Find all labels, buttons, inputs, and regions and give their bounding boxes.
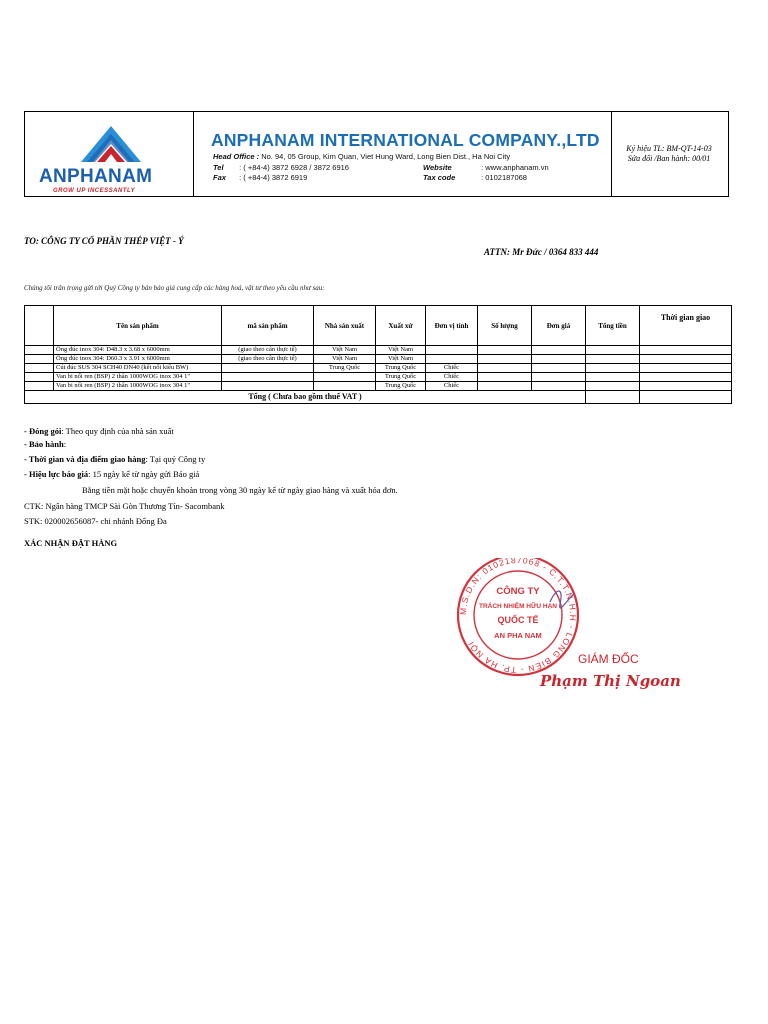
fax-label: Fax: [213, 173, 226, 182]
total-label: Tổng ( Chưa bao gồm thuế VAT ): [25, 391, 586, 404]
website-value: : www.anphanam.vn: [481, 163, 549, 172]
warranty-term: [24, 439, 66, 449]
table-cell: [586, 373, 640, 382]
column-header: Đơn vị tính: [426, 306, 478, 346]
tax-line: [423, 173, 527, 182]
table-cell: [25, 382, 54, 391]
table-cell: Ống đúc inox 304: D60.3 x 3.91 x 6000mm: [54, 355, 222, 364]
fax-value: : ( +84-4) 3872 6919: [239, 173, 308, 182]
logo-mark-icon: [75, 122, 147, 166]
total-amount: [586, 391, 640, 404]
tax-value: : 0102187068: [481, 173, 527, 182]
table-cell: [25, 373, 54, 382]
tel-value: : ( +84-4) 3872 6928 / 3872 6916: [239, 163, 349, 172]
stamp-line-1: CÔNG TY: [496, 586, 540, 597]
head-office-value: No. 94, 05 Group, Kim Quan, Viet Hung Ward, Long Bien Dist., Ha Noi City: [261, 152, 511, 161]
column-header: Tên sản phẩm: [54, 306, 222, 346]
table-cell: [640, 364, 732, 373]
intro-text: Chúng tôi trân trọng gửi tới Quý Công ty bản báo giá cung cấp các hàng hoá, vật tư theo yêu cầu như sau:: [24, 284, 325, 292]
stamp-line-3: QUỐC TẾ: [497, 615, 539, 625]
term-value: : 15 ngày kể từ ngày gửi Báo giá: [88, 469, 200, 479]
table-total-row: [25, 391, 732, 404]
table-cell: Trung Quốc: [376, 382, 426, 391]
table-header-row: [25, 306, 732, 346]
table-cell: [532, 346, 586, 355]
column-header: Tổng tiền: [586, 306, 640, 346]
column-header: mã sản phẩm: [222, 306, 314, 346]
table-cell: [478, 355, 532, 364]
table-cell: [25, 346, 54, 355]
table-cell: [478, 346, 532, 355]
table-cell: [426, 355, 478, 364]
brand-name: ANPHANAM: [39, 166, 153, 187]
table-cell: Trung Quốc: [314, 364, 376, 373]
company-logo: [35, 120, 187, 192]
account-number: STK: 020002656087- chi nhánh Đống Đa: [24, 516, 167, 526]
table-row: [25, 355, 732, 364]
table-row: [25, 346, 732, 355]
table-cell: [532, 364, 586, 373]
column-header: Thời gian giao: [640, 306, 732, 346]
table-row: [25, 373, 732, 382]
website-label: Website: [423, 163, 452, 172]
column-header: Nhà sản xuất: [314, 306, 376, 346]
term-value: : Theo quy định của nhà sản xuất: [61, 426, 174, 436]
table-row: [25, 364, 732, 373]
table-cell: [222, 382, 314, 391]
column-header: Xuất xứ: [376, 306, 426, 346]
table-cell: (giao theo cân thực tế): [222, 355, 314, 364]
table-cell: [532, 355, 586, 364]
delivery-term: [24, 454, 205, 464]
stamp-ring-text: M.S.D.N: 0102187068 - C.T.T.N.H.H - LONG BIÊN - TP. HÀ NỘI: [457, 558, 579, 676]
table-cell: [25, 364, 54, 373]
website-line: [423, 163, 549, 172]
term-value: :: [63, 439, 67, 449]
quotation-table: [24, 305, 732, 404]
table-cell: [532, 382, 586, 391]
table-cell: Van bi nối ren (BSP) 2 thân 1000WOG inox 304 1": [54, 373, 222, 382]
total-delivery: [640, 391, 732, 404]
document-revision: Sửa đổi /Ban hành: 00/01: [627, 154, 711, 163]
letterhead: [24, 111, 729, 197]
table-cell: [532, 373, 586, 382]
table-cell: [640, 373, 732, 382]
table-cell: [426, 346, 478, 355]
table-cell: [478, 364, 532, 373]
table-cell: [586, 355, 640, 364]
column-header: Đơn giá: [532, 306, 586, 346]
table-cell: Chiếc: [426, 373, 478, 382]
table-cell: Việt Nam: [376, 355, 426, 364]
head-office-line: [213, 152, 510, 161]
table-cell: [478, 373, 532, 382]
table-cell: [222, 364, 314, 373]
term-label: - Đóng gói: [24, 426, 62, 436]
table-cell: Chiếc: [426, 364, 478, 373]
signatory-name: Phạm Thị Ngoan: [540, 672, 681, 690]
validity-term: [24, 469, 199, 479]
table-cell: [640, 382, 732, 391]
table-cell: [25, 355, 54, 364]
tel-line: [213, 163, 349, 172]
recipient: TO: CÔNG TY CỔ PHẦN THÉP VIỆT - Ý: [24, 236, 184, 246]
column-header: Số lượng: [478, 306, 532, 346]
table-cell: [586, 346, 640, 355]
signatory-title: GIÁM ĐỐC: [578, 652, 639, 666]
document-code: Ký hiệu TL: BM-QT-14-03: [626, 144, 712, 153]
payment-term: Bằng tiền mặt hoặc chuyển khoản trong vòng 30 ngày kể từ ngày giao hàng và xuất hóa đơn.: [82, 485, 398, 495]
table-cell: [314, 382, 376, 391]
table-cell: Ống đúc inox 304: D48.3 x 3.68 x 6000mm: [54, 346, 222, 355]
attention: ATTN: Mr Đức / 0364 833 444: [484, 247, 599, 257]
fax-line: [213, 173, 307, 182]
table-cell: Việt Nam: [314, 346, 376, 355]
packing-term: [24, 426, 174, 436]
table-cell: (giao theo cân thực tế): [222, 346, 314, 355]
table-cell: Van bi nối ren (BSP) 2 thân 1000WOG inox 304 1": [54, 382, 222, 391]
table-cell: [640, 346, 732, 355]
header-divider: [193, 112, 194, 196]
table-cell: Việt Nam: [376, 346, 426, 355]
term-label: - Bảo hành: [24, 439, 64, 449]
table-cell: Chiếc: [426, 382, 478, 391]
table-cell: [640, 355, 732, 364]
term-value: : Tại quý Công ty: [145, 454, 206, 464]
table-cell: [478, 382, 532, 391]
table-row: [25, 382, 732, 391]
bank-name: CTK: Ngân hàng TMCP Sài Gòn Thương Tín- Sacombank: [24, 501, 225, 511]
column-header: [25, 306, 54, 346]
tel-label: Tel: [213, 163, 224, 172]
table-cell: Trung Quốc: [376, 373, 426, 382]
term-label: - Thời gian và địa điểm giao hàng: [24, 454, 146, 464]
table-cell: [586, 364, 640, 373]
company-name: ANPHANAM INTERNATIONAL COMPANY.,LTD: [211, 130, 600, 150]
table-cell: Trung Quốc: [376, 364, 426, 373]
stamp-line-4: AN PHA NAM: [494, 631, 542, 640]
head-office-label: Head Office :: [213, 152, 260, 161]
brand-tagline: GROW UP INCESSANTLY: [53, 188, 136, 194]
stamp-line-2: TRÁCH NHIỆM HỮU HẠN: [479, 603, 557, 610]
table-cell: [586, 382, 640, 391]
table-cell: [222, 373, 314, 382]
table-cell: Việt Nam: [314, 355, 376, 364]
table-cell: [314, 373, 376, 382]
tax-label: Tax code: [423, 173, 456, 182]
order-confirmation-heading: XÁC NHẬN ĐẶT HÀNG: [24, 538, 118, 548]
term-label: - Hiệu lực báo giá: [24, 469, 89, 479]
table-cell: Cút đúc SUS 304 SCH40 DN40 (kết nối kiểu BW): [54, 364, 222, 373]
